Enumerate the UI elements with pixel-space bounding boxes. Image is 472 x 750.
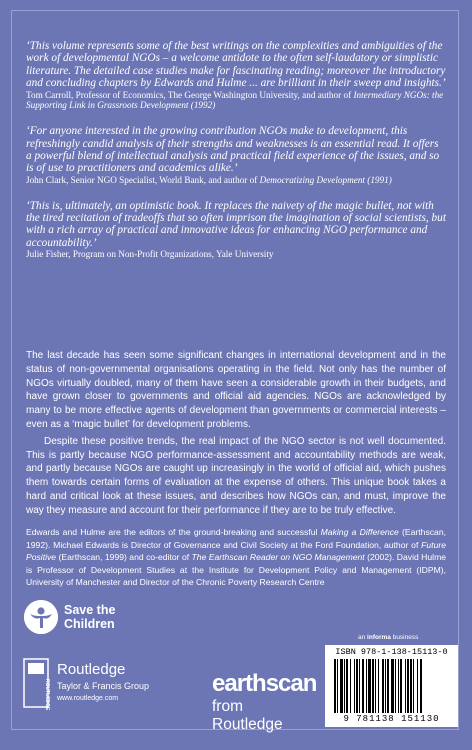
save-the-children-icon xyxy=(24,600,58,634)
quote-work: Intermediary NGOs: the Supporting Link in Grassroots Development (1992) xyxy=(26,89,444,111)
bio-text: (Earthscan, 1992). Michael Edwards is Director of Governance and Civil Society at the Ford Foundation, author of xyxy=(26,527,446,550)
informa-brand: informa xyxy=(367,634,391,641)
earthscan-logo xyxy=(212,670,317,733)
informa-suffix: business xyxy=(392,634,419,641)
quote-attribution xyxy=(26,175,446,186)
informa-prefix: an xyxy=(358,634,366,641)
barcode-bar xyxy=(387,659,389,713)
bio-book-title: Future Positive xyxy=(26,539,446,562)
barcode-bar xyxy=(407,659,409,713)
barcode-bar xyxy=(337,659,338,713)
barcode-bar xyxy=(344,659,345,713)
routledge-name: Routledge xyxy=(57,661,126,678)
save-the-children-logo xyxy=(24,597,164,637)
barcode-bar xyxy=(372,659,374,713)
barcode-bar xyxy=(413,659,414,713)
bio-text: Edwards and Hulme are the editors of the ground-breaking and successful xyxy=(26,527,318,537)
quote-author: Tom Carroll, Professor of Economics, The George Washington University, and author of xyxy=(26,89,352,100)
barcode-bar xyxy=(350,659,351,713)
routledge-url: www.routledge.com xyxy=(57,695,119,702)
barcode-bar xyxy=(354,659,355,713)
endorsement-quote xyxy=(26,40,446,111)
author-bio xyxy=(26,526,446,589)
routledge-group: Taylor & Francis Group xyxy=(57,681,150,691)
description-paragraph: Despite these positive trends, the real impact of the NGO sector is not well documented. This is partly because NGO performance-assessment and accountability methods are weak, and partly because NGOs are caught up increasingly in the world of official aid, which pushes them towards certain forms of evaluation at the expense of others. This unique book takes a hard and critical look at these issues, and describes how NGOs can, and must, improve the way they measure and account for their performance if they are to be truly effective. xyxy=(26,435,446,516)
isbn-label: ISBN 978-1-138-15113-0 xyxy=(335,647,448,657)
barcode-bar xyxy=(366,659,367,713)
barcode-bar xyxy=(340,659,343,713)
barcode-bar xyxy=(417,659,418,713)
barcode-bar xyxy=(410,659,412,713)
description-paragraph: The last decade has seen some significant changes in international development and in the status of non-governmental organisations operating in the field. Not only has the number of NGOs virtually doubled, many of them have seen a considerable growth in their budgets, and have grown closer to governments and official aid agencies. NGOs are acknowledged by many to be more effective agents of development than governments or commercial interests – even as a ‘magic bullet’ for development problems. xyxy=(26,350,446,430)
barcode-bar xyxy=(385,659,386,713)
routledge-spine-text: ROUTLEDGE xyxy=(44,679,50,711)
quote-author: Julie Fisher, Program on Non-Profit Organizations, Yale University xyxy=(26,249,274,260)
barcode-bar xyxy=(378,659,379,713)
barcode-bar xyxy=(395,659,396,713)
barcode-bar xyxy=(420,659,422,713)
barcode-bar xyxy=(398,659,399,713)
barcode-number: 9 781138 151130 xyxy=(343,714,440,724)
save-the-children-label: Save the Children xyxy=(64,603,116,631)
earthscan-name: earthscan xyxy=(212,670,317,697)
quote-author: John Clark, Senior NGO Specialist, World Bank, and author of xyxy=(26,174,258,185)
barcode-bar xyxy=(362,659,364,713)
quote-text: ‘This volume represents some of the best writings on the complexities and ambiguities of the work of developmental NGOs – a welcome antidote to the often self-laudatory or simplistic literature. The detailed case studies make for fascinating reading; moreover the introductory and concluding chapters by Edwards and Hulme ... are brilliant in their sweep and insights.’ xyxy=(26,40,446,90)
quote-attribution xyxy=(26,90,446,112)
quote-work: Democratizing Development (1991) xyxy=(259,174,392,185)
barcode-bars xyxy=(334,659,449,713)
bio-text: (2002). David Hulme is Professor of Development Studies at the Institute for Development Policy and Management (IDPM), University of Manchester and Director of the Chronic Poverty Research Centre xyxy=(26,552,447,587)
barcode-bar xyxy=(391,659,394,713)
barcode-bar xyxy=(375,659,376,713)
barcode-bar xyxy=(400,659,402,713)
endorsement-quote xyxy=(26,125,446,185)
endorsement-quote xyxy=(26,200,446,260)
routledge-logo xyxy=(24,659,184,709)
barcode-bar xyxy=(334,659,336,713)
barcode xyxy=(325,645,458,727)
bio-text: (Earthscan, 1999) and co-editor of xyxy=(58,552,190,562)
barcode-bar xyxy=(405,659,406,713)
barcode-bar xyxy=(359,659,360,713)
quote-attribution xyxy=(26,249,446,260)
quote-text: ‘This is, ultimately, an optimistic book. It replaces the naivety of the magic bullet, not with the tired recitation of tradeoffs that so often imprison the imagination of social scientists, but with a rich array of practical and innovative ideas for enhancing NGO performance and accountability.’ xyxy=(26,199,446,249)
bio-book-title: Making a Difference xyxy=(320,527,399,537)
barcode-bar xyxy=(382,659,384,713)
quote-text: ‘For anyone interested in the growing contribution NGOs make to development, this refreshingly candid analysis of their strengths and weaknesses is an essential read. It offers a powerful blend of intellectual analysis and practical field experience of the issues, and so is of use to practitioners and academics alike.’ xyxy=(26,125,440,175)
informa-business-label xyxy=(358,634,418,641)
barcode-bar xyxy=(346,659,348,713)
routledge-spine-icon xyxy=(24,659,50,711)
earthscan-from: from Routledge xyxy=(212,698,283,733)
barcode-bar xyxy=(356,659,358,713)
barcode-bar xyxy=(368,659,371,713)
bio-book-title: The Earthscan Reader on NGO Management xyxy=(191,552,365,562)
book-description xyxy=(26,349,446,521)
endorsements xyxy=(26,40,446,274)
